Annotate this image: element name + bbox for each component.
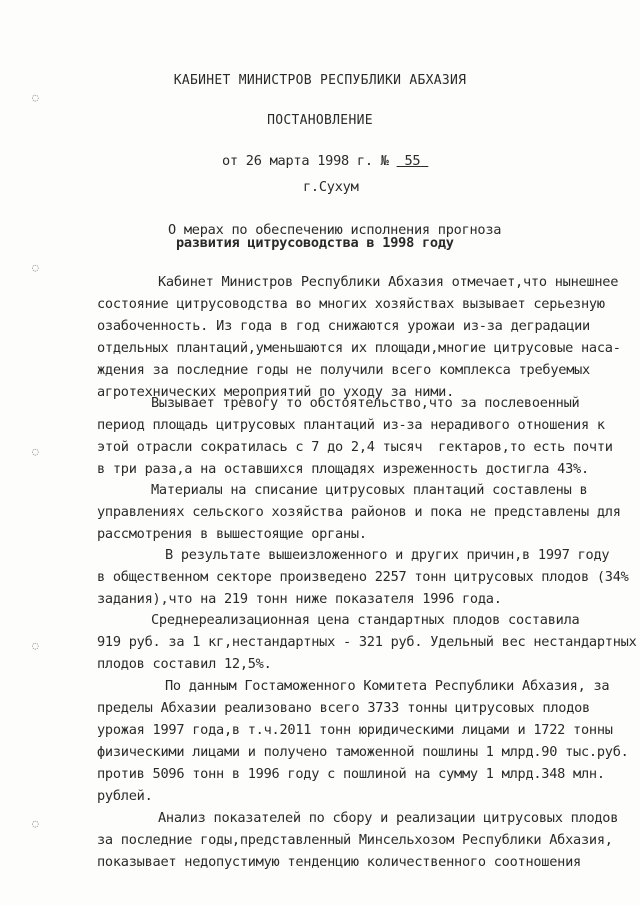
body-line: Анализ показателей по сбору и реализации цитрусовых плодов — [158, 810, 619, 826]
binder-hole-mark: ◌ — [32, 261, 39, 274]
body-line: пределы Абхазии реализовано всего 3733 тонны цитрусовых плодов — [97, 700, 590, 716]
body-line: отдельных плантаций,уменьшаются их площади,многие цитрусовые наса- — [97, 340, 621, 356]
organization-title: КАБИНЕТ МИНИСТРОВ РЕСПУБЛИКИ АБХАЗИЯ — [173, 73, 467, 88]
body-line: агротехнических мероприятий по уходу за ними. — [97, 384, 455, 400]
body-line: 919 руб. за 1 кг,нестандартных - 321 руб. Удельный вес нестандартных — [97, 634, 637, 650]
body-line: против 5096 тонн в 1996 году с пошлиной на сумму 1 млрд.348 млн. — [97, 766, 605, 782]
document-number: 55 — [404, 153, 421, 169]
body-line: плодов составил 12,5%. — [97, 656, 272, 672]
body-line: рассмотрения в вышестоящие органы. — [97, 526, 367, 542]
body-line: в три раза,а на оставшихся площадях изреженность достигла 43%. — [97, 461, 589, 477]
document-date-line — [222, 152, 428, 170]
body-line: в общественном секторе произведено 2257 тонн цитрусовых плодов (34% — [97, 569, 629, 585]
document-type: ПОСТАНОВЛЕНИЕ — [267, 113, 373, 128]
subject-line-1: О мерах по обеспечению исполнения прогноза — [168, 222, 502, 238]
binder-hole-mark: ◌ — [32, 817, 39, 830]
body-line: Кабинет Министров Республики Абхазия отмечает,что нынешнее — [158, 274, 619, 290]
subject-line-2: развития цитрусоводства в 1998 году — [176, 235, 454, 251]
binder-hole-mark: ◌ — [32, 639, 39, 652]
binder-hole-mark: ◌ — [32, 91, 39, 104]
body-line: рублей. — [97, 788, 153, 804]
body-line: состояние цитрусоводства во многих хозяйствах вызывает серьезную — [97, 296, 605, 312]
body-line: Среднереализационная цена стандартных плодов составила — [151, 612, 580, 628]
body-line: показывает недопустимую тенденцию количественного соотношения — [97, 854, 581, 870]
body-line: управлениях сельского хозяйства районов и пока не представлены для — [97, 504, 621, 520]
body-line: физическими лицами и получено таможенной пошлины 1 млрд.90 тыс.руб. — [97, 744, 629, 760]
body-line: этой отрасли сократилась с 7 до 2,4 тысяч гектаров,то есть почти — [97, 439, 613, 455]
body-line: за последние годы,представленный Минсельхозом Республики Абхазия, — [97, 832, 613, 848]
body-line: В результате вышеизложенного и других причин,в 1997 году — [165, 547, 610, 563]
body-line: период площадь цитрусовых плантаций из-за нерадивого отношения к — [97, 417, 605, 433]
body-line: задания),что на 219 тонн ниже показателя 1996 года. — [97, 591, 502, 607]
body-line: урожая 1997 года,в т.ч.2011 тонн юридическими лицами и 1722 тонны — [97, 722, 613, 738]
body-line: Материалы на списание цитрусовых плантаций составлены в — [151, 482, 588, 498]
binder-hole-mark: ◌ — [32, 445, 39, 458]
body-line: озабоченность. Из года в год снижаются урожаи из-за деградации — [97, 318, 590, 334]
document-date: от 26 марта 1998 г. № — [222, 153, 389, 169]
body-line: Вызывает тревогу то обстоятельство,что за послевоенный — [151, 395, 580, 411]
body-line: ждения за последние годы не получили всего комплекса требуемых — [97, 362, 590, 378]
body-line: По данным Гостаможенного Комитета Республики Абхазия, за — [165, 678, 610, 694]
document-city: г.Сухум — [303, 179, 359, 195]
